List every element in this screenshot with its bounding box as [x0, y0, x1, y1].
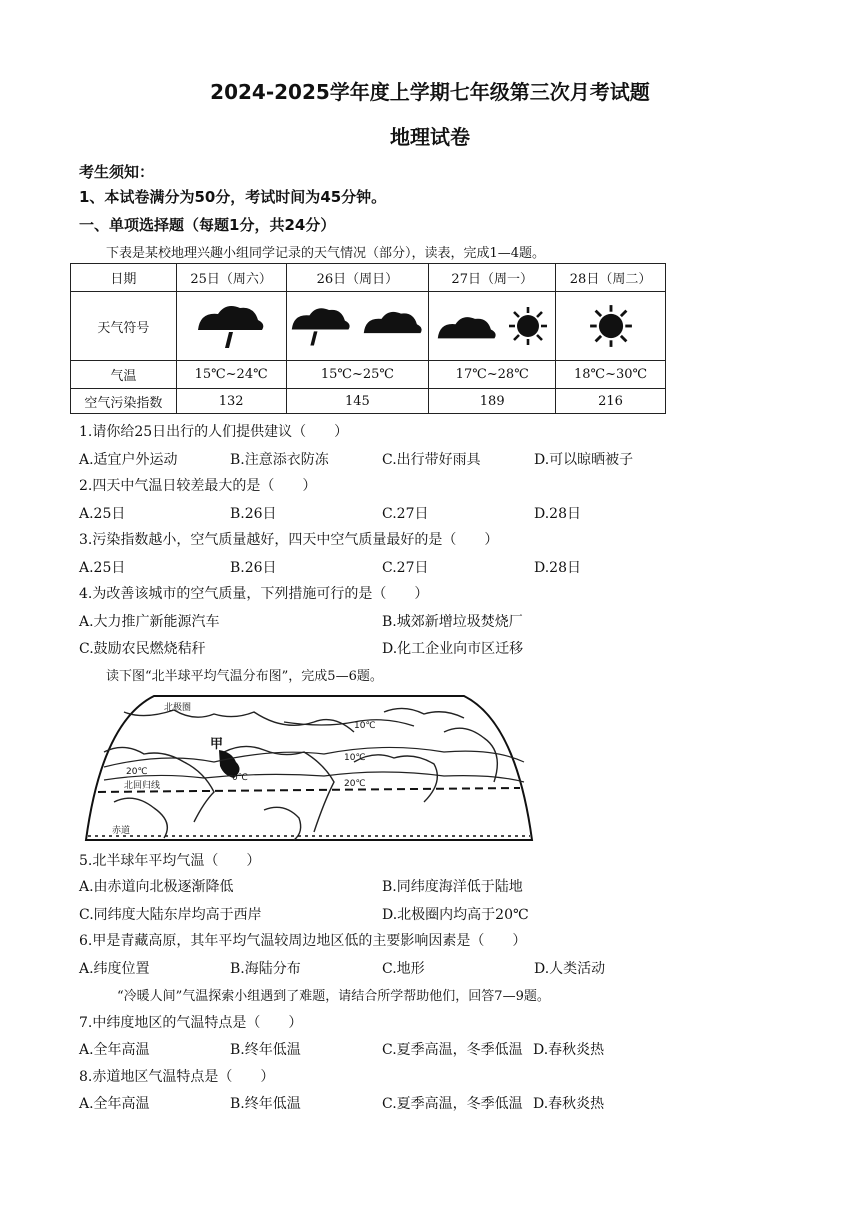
question-4-option-d[interactable]: D.化工企业向市区迁移	[382, 641, 524, 657]
question-4-option-c[interactable]: C.鼓励农民燃烧秸秆	[79, 641, 206, 657]
question-4-stem: 4.为改善该城市的空气质量，下列措施可行的是（ ）	[79, 586, 429, 602]
question-7-option-c[interactable]: C.夏季高温，冬季低温	[382, 1042, 523, 1058]
question-6-option-c[interactable]: C.地形	[382, 961, 425, 977]
table-cell: 132	[176, 389, 286, 414]
question-3-option-d[interactable]: D.28日	[534, 560, 581, 576]
question-6-stem: 6.甲是青藏高原，其年平均气温较周边地区低的主要影响因素是（ ）	[79, 933, 527, 949]
question-8-option-c[interactable]: C.夏季高温，冬季低温	[382, 1096, 523, 1112]
iso-10-label-a: 10℃	[354, 721, 376, 731]
symbol-cell-27	[429, 292, 556, 361]
question-7-stem: 7.中纬度地区的气温特点是（ ）	[79, 1015, 303, 1031]
weather-aqi-row	[71, 389, 666, 414]
map-intro: 读下图“北半球平均气温分布图”，完成5—6题。	[106, 669, 383, 684]
table-cell: 15℃~25℃	[286, 361, 429, 389]
exam-title: 2024-2025学年度上学期七年级第三次月考试题	[210, 80, 650, 104]
notice-heading: 考生须知：	[79, 163, 155, 181]
symbol-cell-28	[556, 292, 666, 361]
question-5-option-b[interactable]: B.同纬度海洋低于陆地	[382, 879, 523, 895]
iso-10-label-b: 10℃	[344, 753, 366, 763]
cloud-icon	[436, 300, 498, 352]
question-1-option-a[interactable]: A.适宜户外运动	[79, 452, 178, 468]
exam-subtitle: 地理试卷	[390, 125, 470, 149]
question-3-option-a[interactable]: A.25日	[79, 560, 126, 576]
table-cell: 17℃~28℃	[429, 361, 556, 389]
question-8-option-a[interactable]: A.全年高温	[79, 1096, 150, 1112]
iso-0-label: 0℃	[232, 773, 248, 783]
question-5-stem: 5.北半球年平均气温（ ）	[79, 853, 261, 869]
iso-20-label-b: 20℃	[344, 779, 366, 789]
question-6-option-d[interactable]: D.人类活动	[534, 961, 606, 977]
question-1-option-c[interactable]: C.出行带好雨具	[382, 452, 481, 468]
question-4-option-b[interactable]: B.城郊新增垃圾焚烧厂	[382, 614, 523, 630]
question-7-option-b[interactable]: B.终年低温	[230, 1042, 301, 1058]
cloud-icon	[362, 300, 424, 352]
table-header-cell: 28日（周二）	[556, 264, 666, 292]
section-1-heading: 一、单项选择题（每题1分，共24分）	[79, 216, 336, 234]
question-2-stem: 2.四天中气温日较差最大的是（ ）	[79, 478, 317, 494]
sun-icon	[589, 304, 633, 348]
question-3-option-c[interactable]: C.27日	[382, 560, 429, 576]
symbol-cell-25	[176, 292, 286, 361]
table-cell: 18℃~30℃	[556, 361, 666, 389]
question-6-option-a[interactable]: A.纬度位置	[79, 961, 150, 977]
weather-temp-row	[71, 361, 666, 389]
table-intro: 下表是某校地理兴趣小组同学记录的天气情况（部分），读表，完成1—4题。	[106, 246, 546, 261]
question-7-option-d[interactable]: D.春秋炎热	[533, 1042, 605, 1058]
question-1-option-b[interactable]: B.注意添衣防冻	[230, 452, 329, 468]
question-2-option-b[interactable]: B.26日	[230, 506, 277, 522]
question-1-option-d[interactable]: D.可以晾晒被子	[534, 452, 634, 468]
map-frame	[86, 696, 532, 840]
notice-item-1: 1、本试卷满分为50分，考试时间为45分钟。	[79, 188, 387, 206]
question-1-stem: 1.请你给25日出行的人们提供建议（ ）	[79, 424, 349, 440]
sun-icon	[508, 306, 548, 346]
equator-label: 赤道	[112, 826, 131, 836]
question-8-option-b[interactable]: B.终年低温	[230, 1096, 301, 1112]
isotherm-map	[84, 692, 534, 842]
question-5-option-c[interactable]: C.同纬度大陆东岸均高于西岸	[79, 907, 262, 923]
symbol-row-label: 天气符号	[71, 292, 177, 361]
symbol-cell-26	[286, 292, 429, 361]
question-5-option-d[interactable]: D.北极圈内均高于20℃	[382, 907, 529, 923]
tropic-label: 北回归线	[124, 781, 161, 791]
jia-label: 甲	[210, 737, 224, 752]
question-3-option-b[interactable]: B.26日	[230, 560, 277, 576]
table-cell: 189	[429, 389, 556, 414]
question-2-option-a[interactable]: A.25日	[79, 506, 126, 522]
table-header-cell: 26日（周日）	[286, 264, 429, 292]
question-4-option-a[interactable]: A.大力推广新能源汽车	[79, 614, 220, 630]
weather-table-header-row	[71, 264, 666, 292]
table-header-cell: 日期	[71, 264, 177, 292]
table-cell: 空气污染指数	[71, 389, 177, 414]
table-cell: 15℃~24℃	[176, 361, 286, 389]
question-2-option-d[interactable]: D.28日	[534, 506, 581, 522]
question-8-option-d[interactable]: D.春秋炎热	[533, 1096, 605, 1112]
table-cell: 气温	[71, 361, 177, 389]
weather-symbol-row	[71, 292, 666, 361]
table-cell: 145	[286, 389, 429, 414]
rain-cloud-icon	[290, 300, 352, 352]
question-3-stem: 3.污染指数越小，空气质量越好，四天中空气质量最好的是（ ）	[79, 532, 499, 548]
group-intro: “冷暖人间”气温探索小组遇到了难题，请结合所学帮助他们，回答7—9题。	[117, 989, 550, 1004]
rain-cloud-icon	[196, 300, 266, 352]
table-cell: 216	[556, 389, 666, 414]
table-header-cell: 27日（周一）	[429, 264, 556, 292]
weather-table	[70, 263, 666, 414]
question-7-option-a[interactable]: A.全年高温	[79, 1042, 150, 1058]
question-8-stem: 8.赤道地区气温特点是（ ）	[79, 1069, 275, 1085]
question-2-option-c[interactable]: C.27日	[382, 506, 429, 522]
question-6-option-b[interactable]: B.海陆分布	[230, 961, 301, 977]
iso-20-label-a: 20℃	[126, 767, 148, 777]
table-header-cell: 25日（周六）	[176, 264, 286, 292]
question-5-option-a[interactable]: A.由赤道向北极逐渐降低	[79, 879, 234, 895]
arctic-circle-label: 北极圈	[164, 703, 192, 713]
